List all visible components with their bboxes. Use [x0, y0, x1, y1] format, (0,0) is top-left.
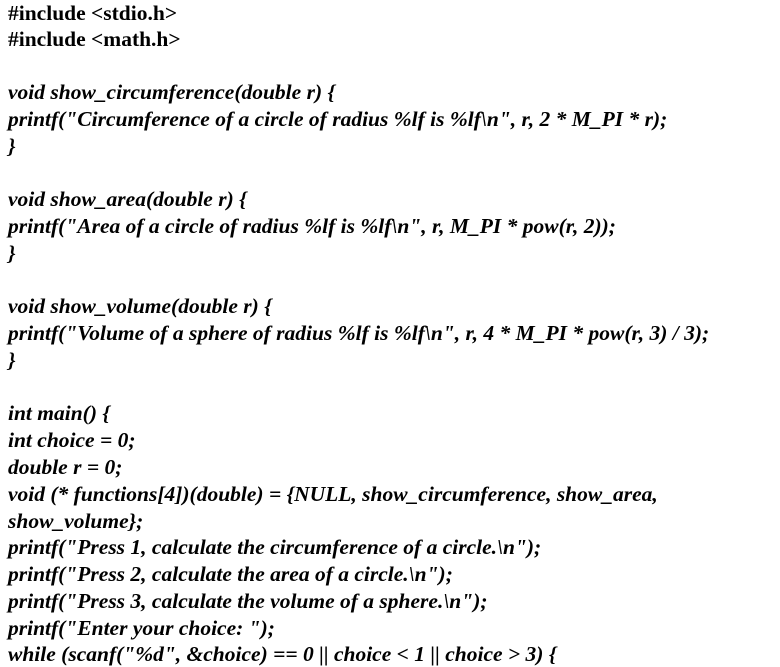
code-line-4: void show_circumference(double r) { — [8, 80, 335, 104]
code-line-1: #include <stdio.h> — [8, 1, 178, 25]
code-line-14: } — [8, 348, 16, 372]
code-line-20: show_volume}; — [8, 509, 144, 533]
code-line-23: printf("Press 3, calculate the volume of a sphere.\n"); — [8, 589, 488, 613]
code-line-6: } — [8, 134, 16, 158]
code-line-18: double r = 0; — [8, 455, 123, 479]
code-line-9: printf("Area of a circle of radius %lf is %lf\n", r, M_PI * pow(r, 2)); — [8, 214, 616, 238]
code-line-8: void show_area(double r) { — [8, 187, 247, 211]
code-line-2: #include <math.h> — [8, 27, 181, 51]
code-line-16: int main() { — [8, 401, 110, 425]
code-line-19: void (* functions[4])(double) = {NULL, show_circumference, show_area, — [8, 482, 658, 506]
code-line-24: printf("Enter your choice: "); — [8, 616, 275, 640]
code-line-13: printf("Volume of a sphere of radius %lf is %lf\n", r, 4 * M_PI * pow(r, 3) / 3); — [8, 321, 710, 345]
code-line-17: int choice = 0; — [8, 428, 136, 452]
code-line-10: } — [8, 241, 16, 265]
code-line-25: while (scanf("%d", &choice) == 0 || choice < 1 || choice > 3) { — [8, 642, 557, 666]
code-line-21: printf("Press 1, calculate the circumference of a circle.\n"); — [8, 535, 542, 559]
code-line-12: void show_volume(double r) { — [8, 294, 272, 318]
code-line-22: printf("Press 2, calculate the area of a circle.\n"); — [8, 562, 453, 586]
code-document — [8, 0, 780, 667]
code-line-5: printf("Circumference of a circle of radius %lf is %lf\n", r, 2 * M_PI * r); — [8, 107, 668, 131]
